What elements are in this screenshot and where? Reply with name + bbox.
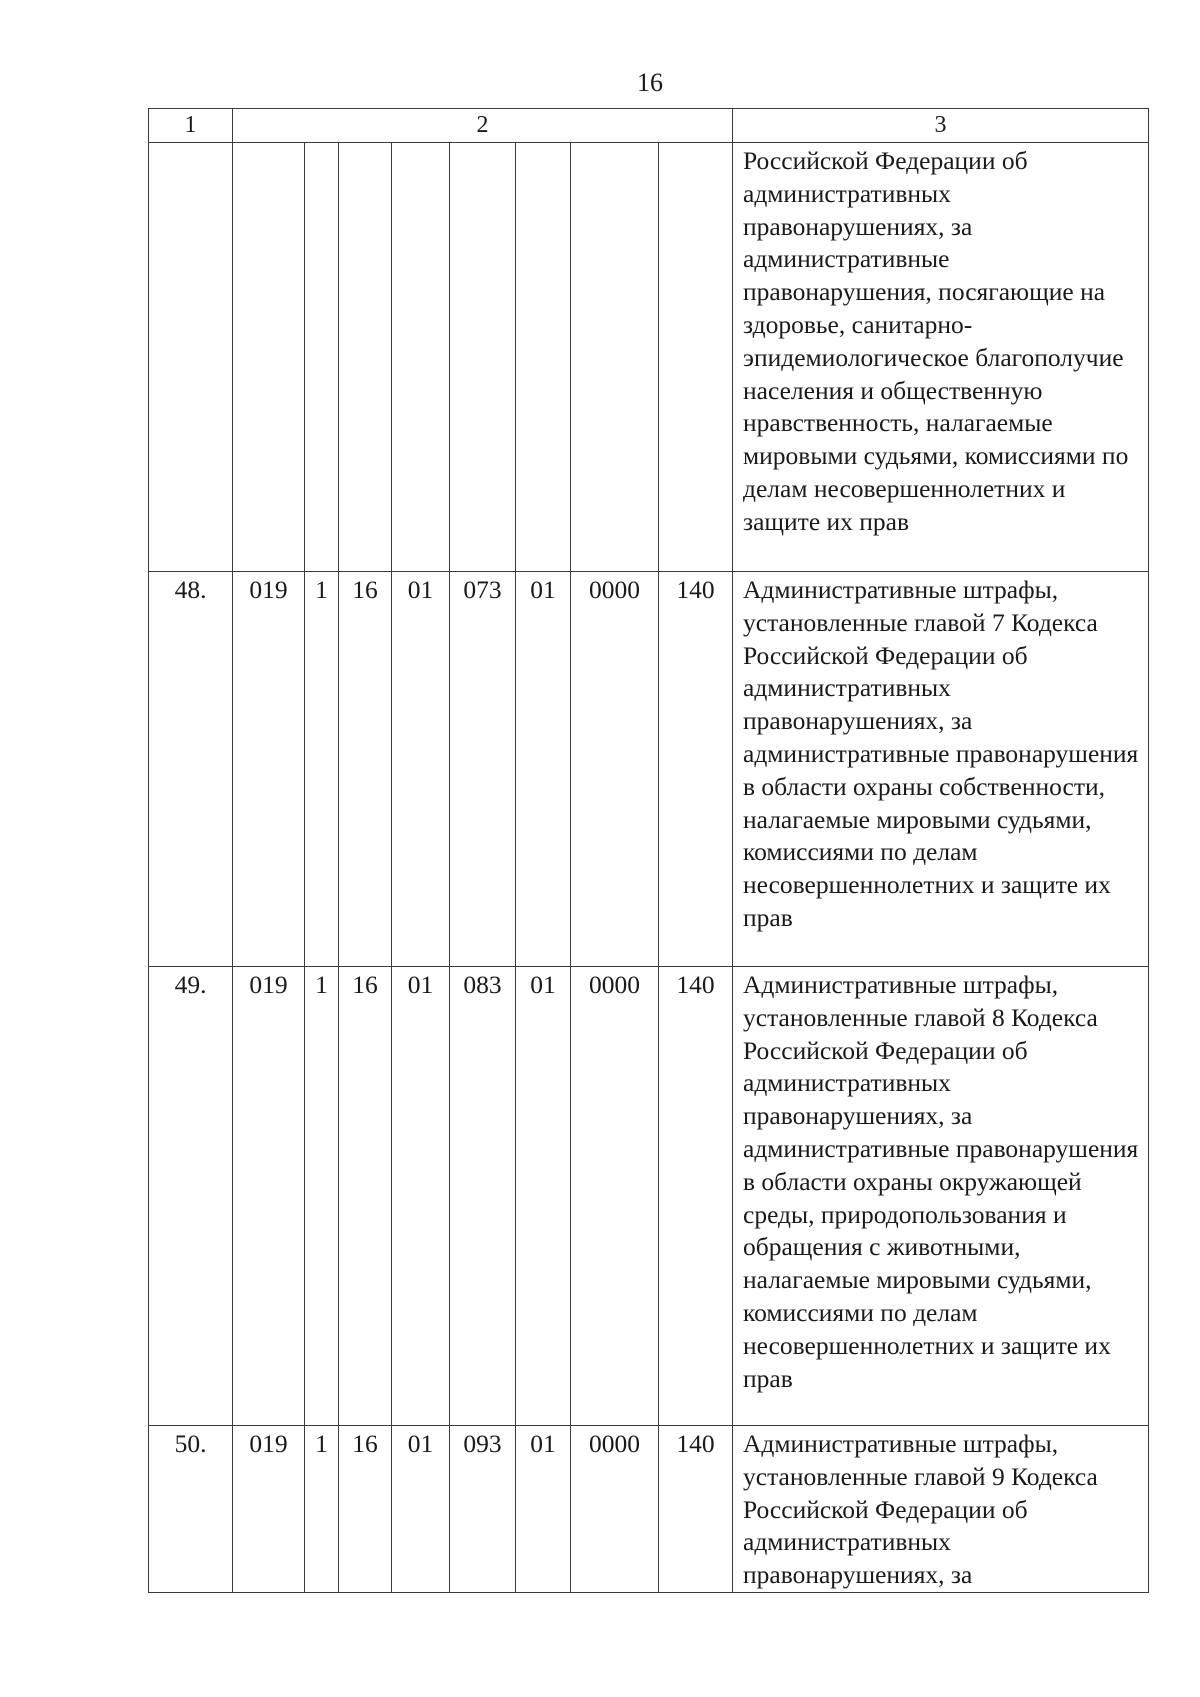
code-cell: 01 [392,967,450,1426]
row-description: Административные штрафы, установленные главой 7 Кодекса Российской Федерации об административных правонарушениях, за административные правонарушения в области охраны собственности, налагаемые мировыми судьями, комиссиями по делам несовершеннолетних и защите их прав [733,572,1149,967]
table-row [149,1426,1149,1593]
budget-classification-table [148,108,1149,1593]
row-index: 50. [149,1426,233,1593]
table-row [149,572,1149,967]
code-cell: 0000 [571,572,659,967]
code-cell: 16 [339,572,392,967]
code-cell [305,143,339,572]
row-index [149,143,233,572]
table-row [149,967,1149,1426]
header-col-1: 1 [149,109,233,143]
code-cell: 140 [659,572,733,967]
code-cell: 01 [392,572,450,967]
code-cell: 083 [450,967,516,1426]
code-cell: 16 [339,1426,392,1593]
code-cell [450,143,516,572]
code-cell: 0000 [571,1426,659,1593]
code-cell: 1 [305,967,339,1426]
page-number: 16 [637,68,663,97]
row-index: 48. [149,572,233,967]
code-cell: 16 [339,967,392,1426]
code-cell: 01 [392,1426,450,1593]
code-cell: 019 [233,967,305,1426]
code-cell: 01 [516,967,571,1426]
code-cell: 01 [516,572,571,967]
row-description: Российской Федерации об административных правонарушениях, за административные правонарушения, посягающие на здоровье, санитарно-эпидемиологическое благополучие населения и общественную нравственность, налагаемые мировыми судьями, комиссиями по делам несовершеннолетних и защите их прав [733,143,1149,572]
code-cell [392,143,450,572]
code-cell: 01 [516,1426,571,1593]
code-cell [516,143,571,572]
code-cell: 019 [233,1426,305,1593]
code-cell: 140 [659,967,733,1426]
header-col-3: 3 [733,109,1149,143]
code-cell [339,143,392,572]
code-cell: 093 [450,1426,516,1593]
code-cell [233,143,305,572]
table-header-row [149,109,1149,143]
row-description: Административные штрафы, установленные главой 9 Кодекса Российской Федерации об административных правонарушениях, за [733,1426,1149,1593]
table-row [149,143,1149,572]
code-cell: 140 [659,1426,733,1593]
code-cell: 073 [450,572,516,967]
row-index: 49. [149,967,233,1426]
header-col-2: 2 [233,109,733,143]
code-cell [571,143,659,572]
code-cell: 0000 [571,967,659,1426]
code-cell: 1 [305,1426,339,1593]
code-cell [659,143,733,572]
code-cell: 019 [233,572,305,967]
row-description: Административные штрафы, установленные главой 8 Кодекса Российской Федерации об административных правонарушениях, за административные правонарушения в области охраны окружающей среды, природопользования и обращения с животными, налагаемые мировыми судьями, комиссиями по делам несовершеннолетних и защите их прав [733,967,1149,1426]
code-cell: 1 [305,572,339,967]
